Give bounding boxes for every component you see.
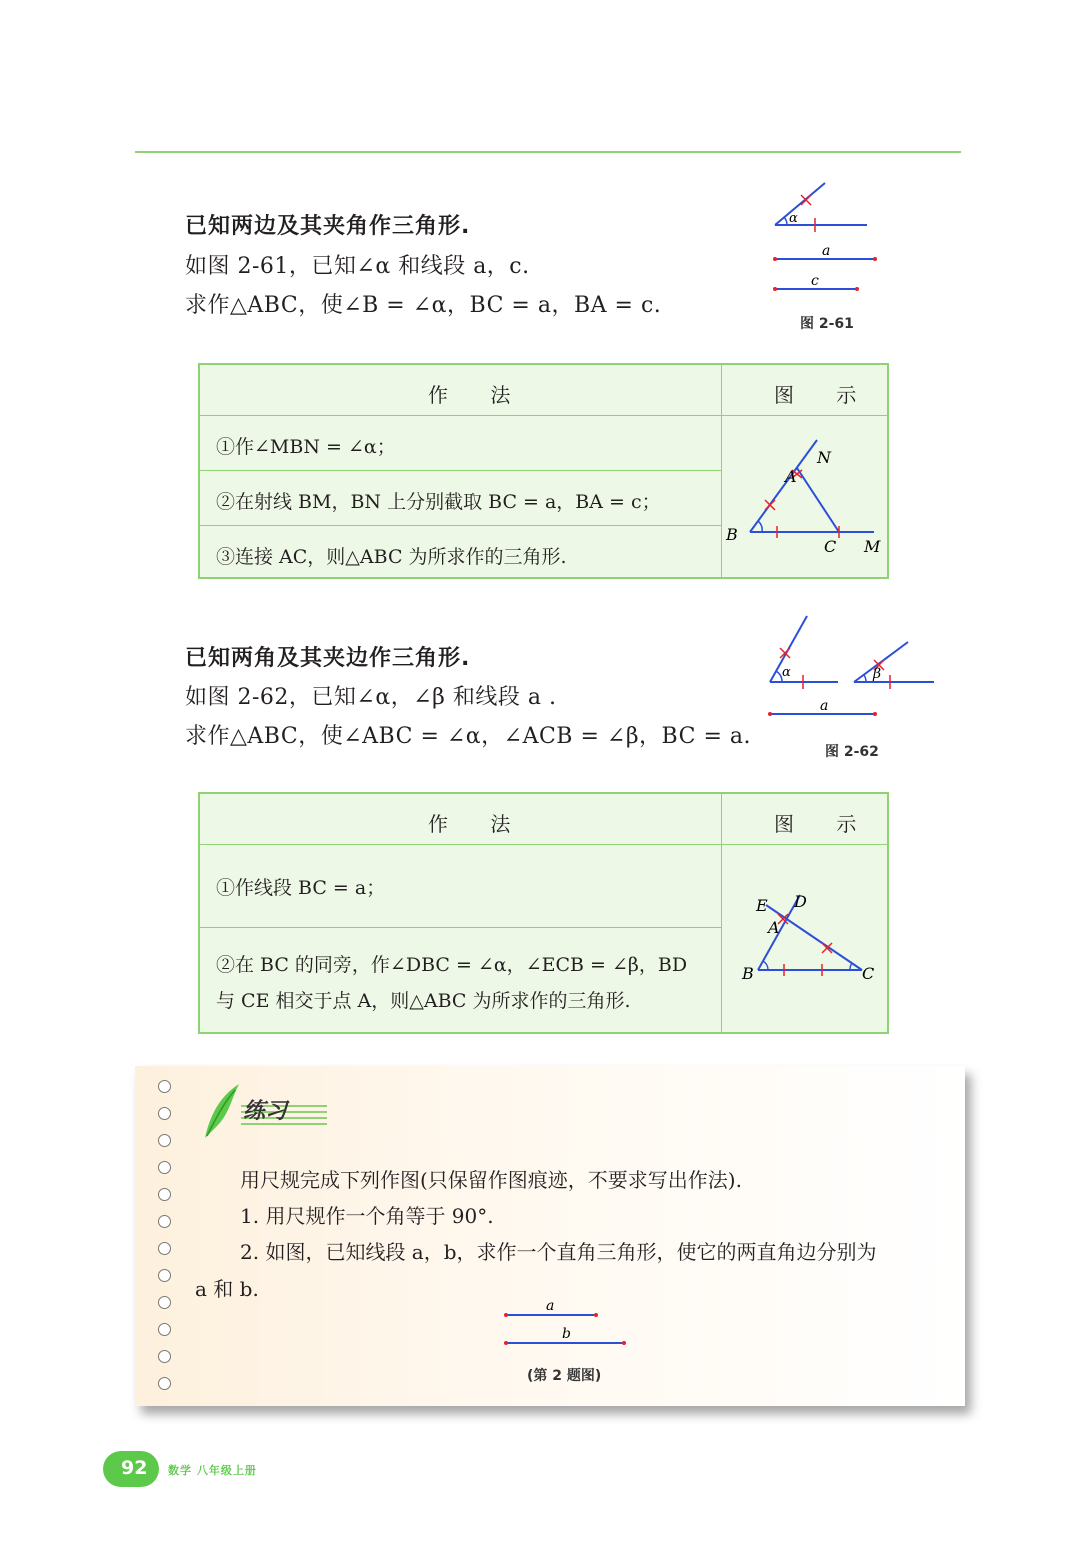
table1-step-1: ①作∠MBN = ∠α； xyxy=(216,436,396,458)
label-b: B xyxy=(726,525,738,544)
figure-2-62 xyxy=(760,610,945,725)
table1-col-method: 作 法 xyxy=(428,383,529,407)
practice-figure-caption: (第 2 题图) xyxy=(527,1368,602,1384)
table-row xyxy=(200,526,721,577)
section1-heading: 已知两边及其夹角作三角形. xyxy=(185,214,471,239)
binder-ring xyxy=(158,1080,171,1093)
construction-table-1 xyxy=(198,363,889,579)
label-n: N xyxy=(817,448,831,467)
practice-title: 练习 xyxy=(243,1099,288,1124)
fig261-angle-arc xyxy=(784,217,787,225)
label-c: C xyxy=(862,964,875,983)
table2-figure-cell xyxy=(722,845,887,1032)
practice-question-1: 1. 用尺规作一个角等于 90°. xyxy=(240,1204,494,1228)
table2-col-figure: 图 示 xyxy=(774,812,875,836)
practice-question-2: 2. 如图，已知线段 a，b，求作一个直角三角形，使它的两直角边分别为 xyxy=(240,1240,877,1264)
figure-2-61 xyxy=(765,175,885,305)
table-row xyxy=(200,845,721,928)
section2-given: 如图 2-62，已知∠α，∠β 和线段 a . xyxy=(185,685,557,710)
binder-ring xyxy=(158,1161,171,1174)
fig261-segment-c-label: c xyxy=(811,273,819,289)
table2-step-2-line2: 与 CE 相交于点 A，则△ABC 为所求作的三角形. xyxy=(216,990,631,1012)
binder-ring xyxy=(158,1134,171,1147)
segment-b-label: b xyxy=(562,1326,571,1342)
binder-ring xyxy=(158,1107,171,1120)
ray-bn xyxy=(750,440,817,532)
book-title: 数学 八年级上册 xyxy=(168,1464,257,1477)
section1-given: 如图 2-61，已知∠α 和线段 a，c. xyxy=(185,254,530,279)
label-d: D xyxy=(794,892,807,911)
table2-column-divider xyxy=(721,794,722,1032)
table2-step-2-line1: ②在 BC 的同旁，作∠DBC = ∠α，∠ECB = ∠β，BD xyxy=(216,954,688,976)
fig262-beta-label: β xyxy=(873,666,882,682)
table1-step-3: ③连接 AC，则△ABC 为所求作的三角形. xyxy=(216,546,567,568)
label-m: M xyxy=(864,537,881,556)
binder-ring xyxy=(158,1188,171,1201)
fig262-alpha-label: α xyxy=(782,665,791,680)
table-row xyxy=(200,471,721,526)
table2-step-1: ①作线段 BC = a； xyxy=(216,877,386,899)
section1-task: 求作△ABC，使∠B = ∠α，BC = a，BA = c. xyxy=(185,293,662,318)
top-rule xyxy=(135,151,961,153)
figure-2-62-caption: 图 2-62 xyxy=(825,744,879,760)
table-row xyxy=(200,416,721,471)
fig261-angle-label: α xyxy=(789,211,798,226)
table1-step-2: ②在射线 BM，BN 上分别截取 BC = a，BA = c； xyxy=(216,491,661,513)
figure-2-61-caption: 图 2-61 xyxy=(800,316,854,332)
segment-a-label: a xyxy=(546,1298,555,1314)
binder-ring xyxy=(158,1269,171,1282)
section2-heading: 已知两角及其夹边作三角形. xyxy=(185,646,471,671)
table1-col-figure: 图 示 xyxy=(774,383,875,407)
table2-triangle-figure xyxy=(722,845,887,1031)
table1-column-divider xyxy=(721,365,722,577)
binder-ring xyxy=(158,1350,171,1363)
table1-triangle-figure xyxy=(722,416,887,576)
binder-ring xyxy=(158,1377,171,1390)
practice-intro: 用尺规完成下列作图(只保留作图痕迹，不要求写出作法). xyxy=(240,1168,742,1192)
fig262-segment-a-label: a xyxy=(820,698,829,714)
table2-col-method: 作 法 xyxy=(428,812,529,836)
ray-ce xyxy=(766,905,862,970)
construction-table-2 xyxy=(198,792,889,1034)
label-a: A xyxy=(768,918,780,937)
practice-question-2-cont: a 和 b. xyxy=(195,1277,259,1301)
label-c: C xyxy=(824,537,837,556)
section2-task: 求作△ABC，使∠ABC = ∠α，∠ACB = ∠β，BC = a. xyxy=(185,724,751,749)
binder-ring xyxy=(158,1242,171,1255)
table1-figure-cell xyxy=(722,416,887,577)
label-a: A xyxy=(785,467,797,486)
label-e: E xyxy=(756,896,768,915)
fig261-angle-ray-upper xyxy=(775,183,825,225)
binder-ring xyxy=(158,1323,171,1336)
binder-ring xyxy=(158,1296,171,1309)
label-b: B xyxy=(742,964,754,983)
segment-ac xyxy=(797,468,839,532)
binder-ring xyxy=(158,1215,171,1228)
table-row xyxy=(200,928,721,1032)
page-number: 92 xyxy=(121,1457,148,1479)
practice-figure xyxy=(500,1294,630,1349)
fig261-segment-a-label: a xyxy=(822,243,831,259)
